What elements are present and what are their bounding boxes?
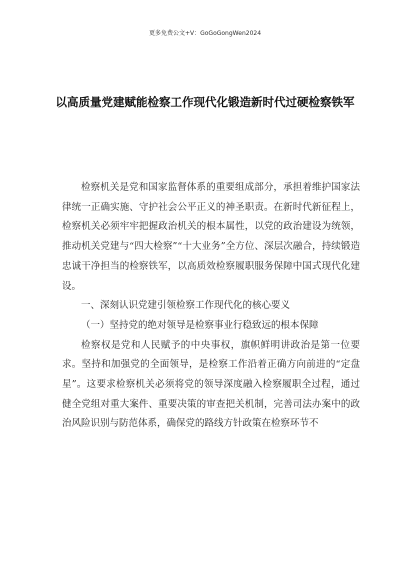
header-note: 更多免费公文+V：GoGoGongWen2024 xyxy=(148,30,262,37)
document-body xyxy=(62,178,360,434)
document-title: 以高质量党建赋能检察工作现代化锻造新时代过硬检察铁军 xyxy=(55,95,355,109)
intro-paragraph: 检察机关是党和国家监督体系的重要组成部分，承担着维护国家法律统一正确实施、守护社会公平正义的神圣职责。在新时代新征程上，检察机关必须牢牢把握政治机关的根本属性，以党的政治建设为统领，推动机关党建与“四大检察”“十大业务”全方位、深层次融合，持续锻造忠诚干净担当的检察铁军，以高质效检察履职服务保障中国式现代化建设。 xyxy=(62,182,360,292)
subsection-heading: （一）坚持党的绝对领导是检察事业行稳致远的根本保障 xyxy=(81,319,319,331)
section-heading: 一、深刻认识党建引领检察工作现代化的核心要义 xyxy=(81,300,291,312)
body-paragraph: 检察权是党和人民赋予的中央事权，旗帜鲜明讲政治是第一位要求。坚持和加强党的全面领导，是检察工作沿着正确方向前进的“定盘星”。这要求检察机关必须将党的领导深度融入检察履职全过程，通过健全党组对重大案件、重要决策的审查把关机制，完善司法办案中的政治风险识别与防范体系，确保党的路线方针政策在检察环节不 xyxy=(62,339,360,430)
